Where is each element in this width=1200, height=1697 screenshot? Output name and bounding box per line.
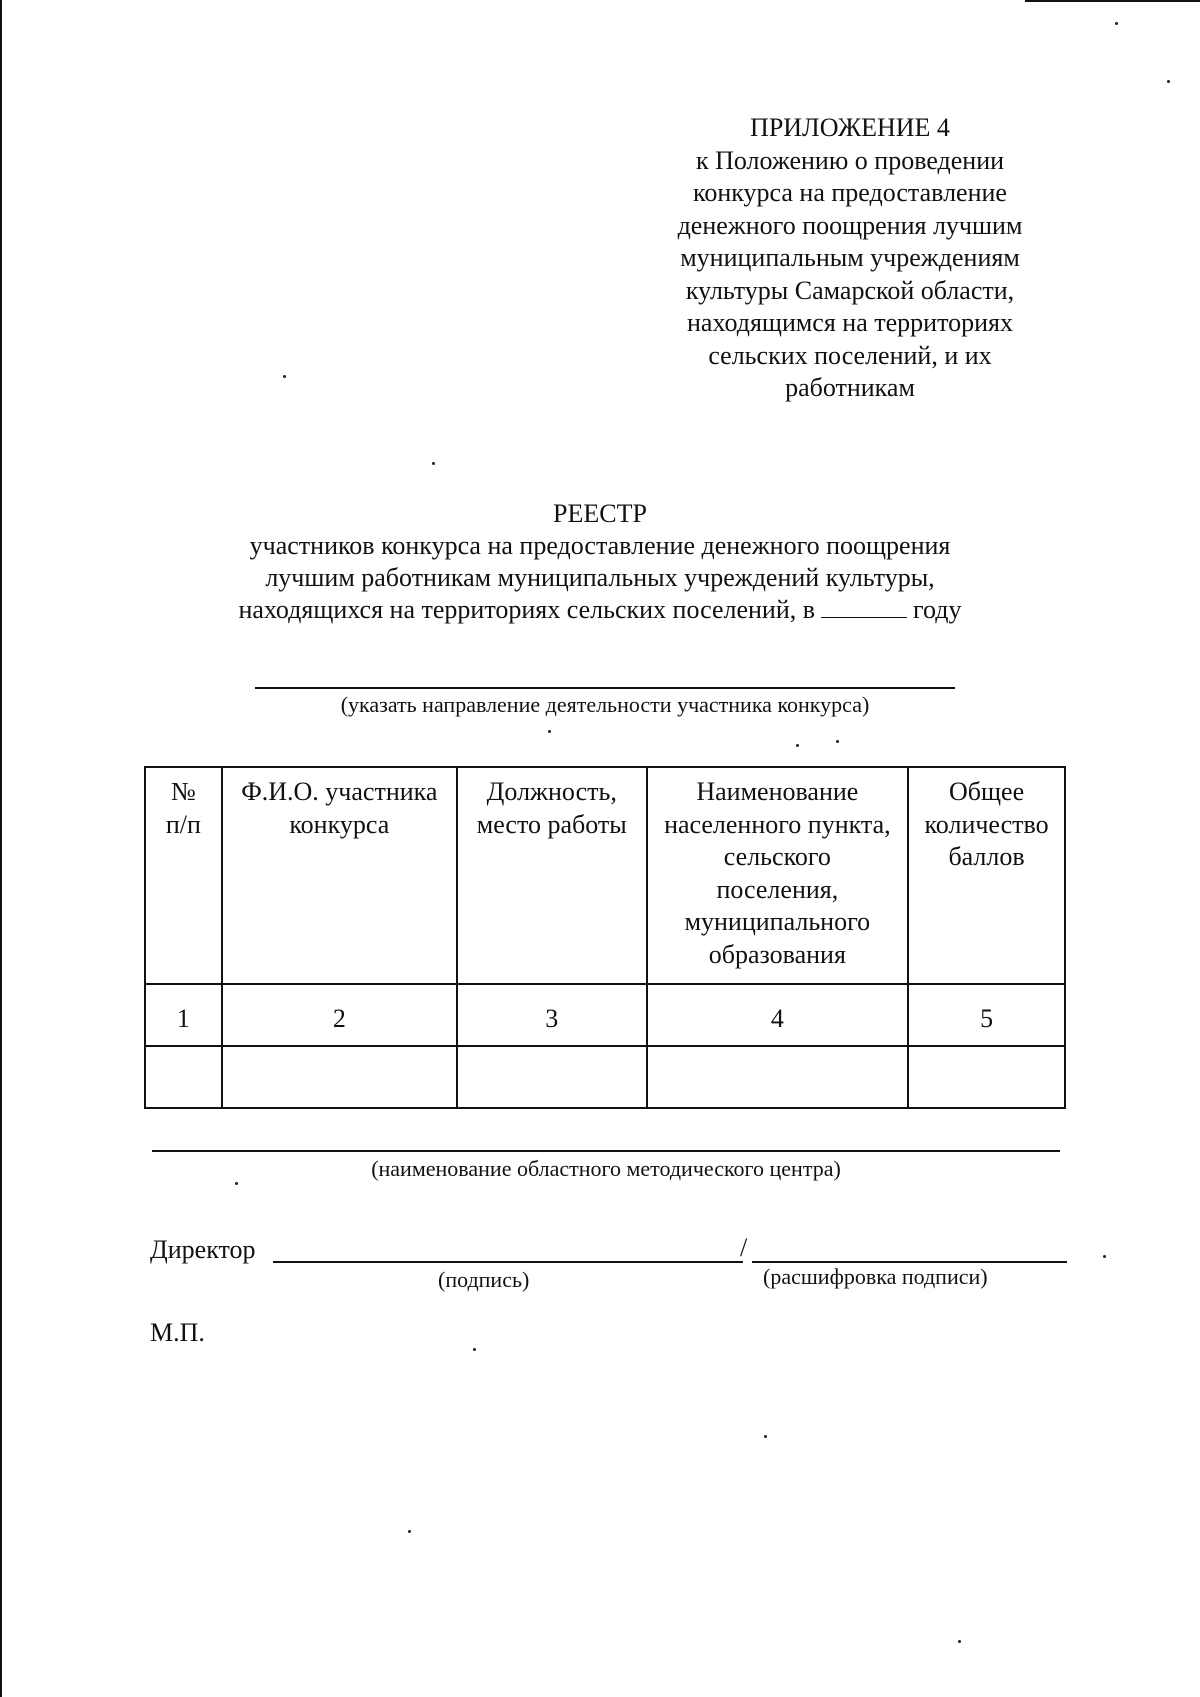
column-number-cell: 2	[222, 984, 457, 1046]
appendix-line: сельских поселений, и их	[708, 340, 992, 370]
scan-speck	[764, 1435, 767, 1438]
column-number-cell: 5	[908, 984, 1065, 1046]
decoding-line[interactable]	[752, 1261, 1067, 1263]
registry-table	[144, 766, 1066, 1109]
decoding-caption: (расшифровка подписи)	[763, 1264, 988, 1289]
year-blank-field[interactable]	[821, 597, 907, 618]
registry-title-block	[150, 498, 1050, 626]
table-header-row	[145, 767, 1065, 984]
header-cell-score: Общее количество баллов	[908, 767, 1065, 984]
registry-subtitle-line: участников конкурса на предоставление денежного поощрения	[249, 531, 951, 560]
signature-caption: (подпись)	[438, 1267, 530, 1292]
scan-speck	[796, 744, 799, 747]
table-row	[145, 984, 1065, 1046]
empty-cell[interactable]	[145, 1046, 222, 1108]
center-caption: (наименование областного методического центра)	[371, 1156, 841, 1181]
header-cell-locality: Наименование населенного пункта, сельского поселения, муниципального образования	[647, 767, 909, 984]
header-cell-name: Ф.И.О. участника конкурса	[222, 767, 457, 984]
appendix-line: культуры Самарской области,	[685, 275, 1015, 305]
appendix-line: находящимся на территориях	[687, 308, 1013, 337]
director-label: Директор	[150, 1235, 256, 1264]
signature-line[interactable]	[273, 1261, 743, 1263]
registry-title: РЕЕСТР	[553, 499, 647, 528]
appendix-line: денежного поощрения лучшим	[677, 210, 1023, 240]
table-row	[145, 1046, 1065, 1108]
header-cell-position: Должность, место работы	[457, 767, 647, 984]
header-cell-number: № п/п	[145, 767, 222, 984]
scan-top-edge	[1025, 0, 1200, 2]
registry-line3-text: находящихся на территориях сельских поселений, в	[238, 595, 816, 624]
stamp-place: М.П.	[150, 1318, 205, 1347]
scan-speck	[235, 1182, 238, 1185]
scan-speck	[473, 1348, 476, 1351]
column-number-cell: 1	[145, 984, 222, 1046]
column-number-cell: 3	[457, 984, 647, 1046]
scan-speck	[958, 1640, 961, 1643]
scan-speck	[408, 1530, 411, 1533]
signature-slash: /	[740, 1233, 748, 1262]
empty-cell[interactable]	[647, 1046, 909, 1108]
scan-speck	[548, 730, 551, 733]
registry-line3-suffix: году	[913, 595, 962, 624]
appendix-line: работникам	[785, 373, 915, 402]
center-blank-line[interactable]	[152, 1150, 1060, 1152]
appendix-block	[640, 112, 1060, 405]
direction-caption: (указать направление деятельности участника конкурса)	[340, 692, 870, 717]
appendix-line: к Положению о проведении	[695, 145, 1005, 175]
scan-left-edge	[0, 0, 2, 1697]
column-number-cell: 4	[647, 984, 909, 1046]
scan-speck	[1103, 1255, 1106, 1258]
scan-speck	[1167, 80, 1170, 83]
appendix-line: муниципальным учреждениям	[680, 243, 1020, 272]
registry-subtitle-line	[150, 594, 1050, 626]
appendix-line: конкурса на предоставление	[693, 178, 1007, 207]
empty-cell[interactable]	[222, 1046, 457, 1108]
scan-speck	[432, 462, 435, 465]
scan-speck	[836, 740, 839, 743]
scan-speck	[283, 375, 286, 378]
empty-cell[interactable]	[908, 1046, 1065, 1108]
direction-blank-line[interactable]	[255, 687, 955, 689]
appendix-heading: ПРИЛОЖЕНИЕ 4	[750, 113, 950, 142]
registry-subtitle-line: лучшим работникам муниципальных учреждений культуры,	[265, 563, 935, 592]
empty-cell[interactable]	[457, 1046, 647, 1108]
scan-speck	[1115, 22, 1118, 25]
